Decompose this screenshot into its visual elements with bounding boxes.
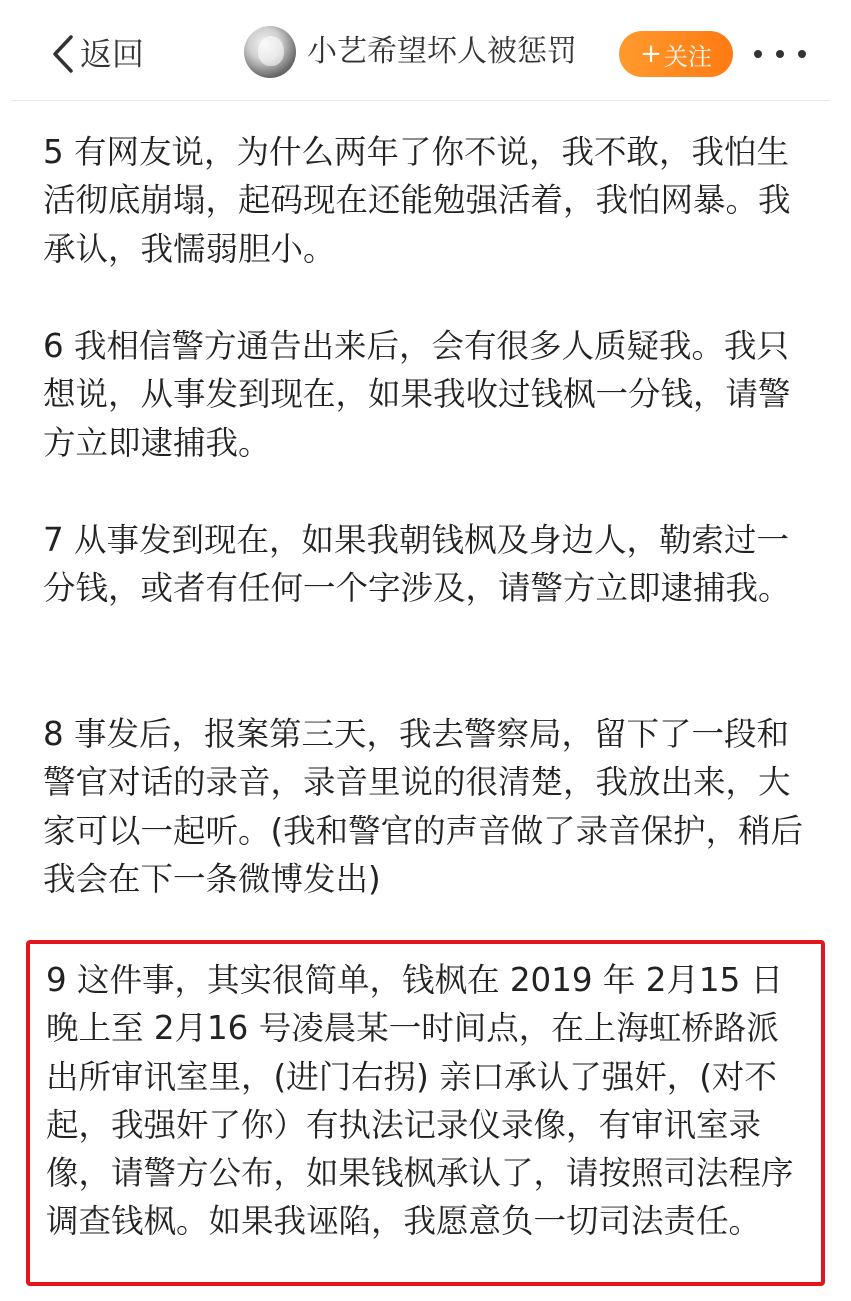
follow-button[interactable] <box>619 31 733 77</box>
avatar[interactable] <box>244 26 296 78</box>
highlighted-paragraph-box <box>26 940 825 1286</box>
paragraph-6: 6 我相信警方通告出来后，会有很多人质疑我。我只想说，从事发到现在，如果我收过钱枫一分钱，请警方立即逮捕我。 <box>43 327 791 462</box>
more-dots-icon <box>798 50 806 58</box>
more-dots-icon <box>776 50 784 58</box>
back-button[interactable] <box>50 32 144 76</box>
more-dots-icon <box>754 50 762 58</box>
top-nav-bar <box>12 0 830 101</box>
paragraph-8: 8 事发后，报案第三天，我去警察局，留下了一段和警官对话的录音，录音里说的很清楚，我放出来，大家可以一起听。(我和警官的声音做了录音保护，稍后我会在下一条微博发出) <box>43 715 804 898</box>
back-label: 返回 <box>80 35 145 73</box>
chevron-left-icon <box>50 34 76 74</box>
paragraph-7: 7 从事发到现在，如果我朝钱枫及身边人，勒索过一分钱，或者有任何一个字涉及，请警方立即逮捕我。 <box>43 521 791 608</box>
follow-label: 关注 <box>663 42 712 71</box>
more-options-button[interactable] <box>754 42 806 66</box>
username[interactable]: 小艺希望坏人被惩罚 <box>307 34 577 69</box>
plus-icon: + <box>640 39 662 69</box>
paragraph-5: 5 有网友说，为什么两年了你不说，我不敢，我怕生活彻底崩塌，起码现在还能勉强活着，我怕网暴。我承认，我懦弱胆小。 <box>43 133 791 268</box>
paragraph-9: 9 这件事，其实很简单，钱枫在 2019 年 2月15 日晚上至 2月16 号凌晨某一时间点，在上海虹桥路派出所审讯室里，(进门右拐) 亲口承认了强奸，(对不起，我强奸了你）有执法记录仪录像，有审讯室录像，请警方公布，如果钱枫承认了，请按照司法程序调查钱枫。如果我诬陷，我愿意负一切司法责任。 <box>46 961 794 1241</box>
